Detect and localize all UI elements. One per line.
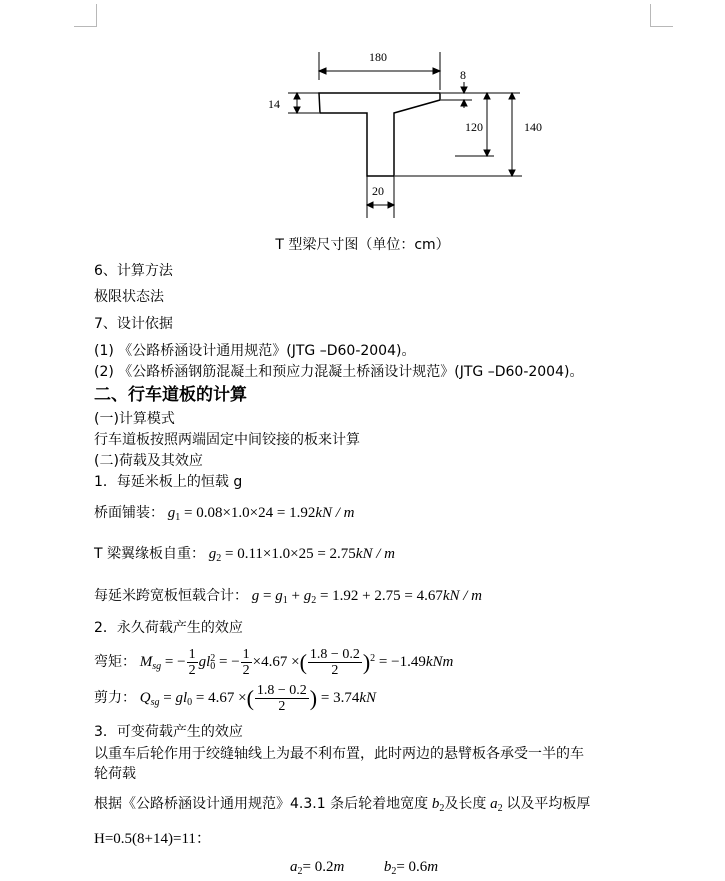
dim-flange-root: 14 <box>268 97 280 111</box>
t-beam-outline <box>319 93 440 176</box>
section-7-title: 7、设计依据 <box>94 316 173 332</box>
t-beam-diagram <box>0 0 725 230</box>
dim-web-width: 20 <box>372 184 384 198</box>
a2-value: = 0.2 <box>302 859 334 875</box>
item-2-title: 2．永久荷载产生的效应 <box>94 620 243 636</box>
pavement-label: 桥面铺装： <box>94 505 164 521</box>
flange-load-line: T 梁翼缘板自重： $g_2 = 0.11\times 1.0\times 25 = 2.75kN / m$ <box>94 546 395 564</box>
shear-fraction-numerator: 1.8 − 0.2 <box>256 683 307 699</box>
section-6-title: 6、计算方法 <box>94 263 173 279</box>
chapter-2-heading: 二、行车道板的计算 <box>94 385 247 405</box>
moment-label: 弯矩： <box>94 654 136 670</box>
total-equation: = 1.92 + 2.75 = 4.67 <box>319 588 443 604</box>
subsection-1-title: (一)计算模式 <box>94 411 175 427</box>
subsection-1-body: 行车道板按照两端固定中间铰接的板来计算 <box>94 432 360 448</box>
pavement-equation: = 0.08×1.0×24 = 1.92 <box>184 505 316 521</box>
basis-line: 根据《公路桥涵设计通用规范》4.3.1 条后轮着地宽度 $b_2$及长度 $a_2$ 以及平均板厚 <box>94 796 591 814</box>
b2-value: = 0.6 <box>396 859 428 875</box>
flange-label: T 梁翼缘板自重： <box>94 546 206 562</box>
pavement-load-line: 桥面铺装： $g_1 = 0.08\times 1.0\times 24 = 1.92kN / m$ <box>94 505 355 523</box>
wheel-contact-values: $a_2= 0.2m$ $b_2= 0.6m$ <box>290 859 439 877</box>
average-thickness-line: H=0.5(8+14)=11： <box>94 831 211 847</box>
section-6-body: 极限状态法 <box>94 289 164 305</box>
total-load-line: 每延米跨宽板恒载合计： $g = g_1 + g_2 = 1.92 + 2.75 = 4.67kN / m$ <box>94 588 482 606</box>
dim-total-height: 140 <box>524 120 542 134</box>
shear-mid: = 4.67 × <box>195 690 247 706</box>
paragraph-line-2: 轮荷载 <box>94 766 136 782</box>
moment-mid: ×4.67 × <box>252 654 300 670</box>
paragraph-line-1: 以重车后轮作用于绞缝轴线上为最不利布置，此时两边的悬臂板各承受一半的车 <box>94 746 584 762</box>
basis-mid: 及长度 <box>444 796 487 812</box>
shear-result: = 3.74 <box>320 690 360 706</box>
reference-2: (2) 《公路桥涵钢筋混凝土和预应力混凝土桥涵设计规范》(JTG –D60-2004)。 <box>94 364 584 380</box>
total-label: 每延米跨宽板恒载合计： <box>94 588 248 604</box>
shear-equation: 剪力： $Q_{sg} = gl_0 = 4.67$ ×( $\frac{1.8 - 0.2}{2}$ ) = 3.74kN <box>94 683 377 715</box>
total-unit: kN / m <box>442 588 482 604</box>
pavement-unit: kN / m <box>315 505 355 521</box>
dim-top-width: 180 <box>369 50 387 64</box>
subsection-2-title: (二)荷载及其效应 <box>94 453 203 469</box>
item-1-title: 1．每延米板上的恒载 g <box>94 474 243 490</box>
moment-equation: 弯矩： $M_{sg}$ = − $\frac{1}{2}$ $gl_0^2$ = − $\frac{1}{2}$ ×4.67 ×( $\frac{1.8 - 0.2}{2}$ )$^2$ = −1.49kNm <box>94 647 454 679</box>
basis-suffix: 以及平均板厚 <box>506 796 591 812</box>
reference-1: (1) 《公路桥涵设计通用规范》(JTG –D60-2004)。 <box>94 343 416 359</box>
moment-unit: kNm <box>425 654 454 670</box>
flange-equation: = 0.11×1.0×25 = 2.75 <box>225 546 356 562</box>
moment-fraction-numerator: 1.8 − 0.2 <box>309 647 360 663</box>
figure-caption: T 型梁尺寸图（单位：cm） <box>275 237 450 253</box>
dim-web-depth: 120 <box>465 120 483 134</box>
moment-result: = −1.49 <box>378 654 426 670</box>
shear-unit: kN <box>359 690 377 706</box>
item-3-title: 3．可变荷载产生的效应 <box>94 724 243 740</box>
shear-label: 剪力： <box>94 690 136 706</box>
dim-flange-edge: 8 <box>460 68 466 82</box>
basis-prefix: 根据《公路桥涵设计通用规范》4.3.1 条后轮着地宽度 <box>94 796 429 812</box>
flange-unit: kN / m <box>355 546 395 562</box>
